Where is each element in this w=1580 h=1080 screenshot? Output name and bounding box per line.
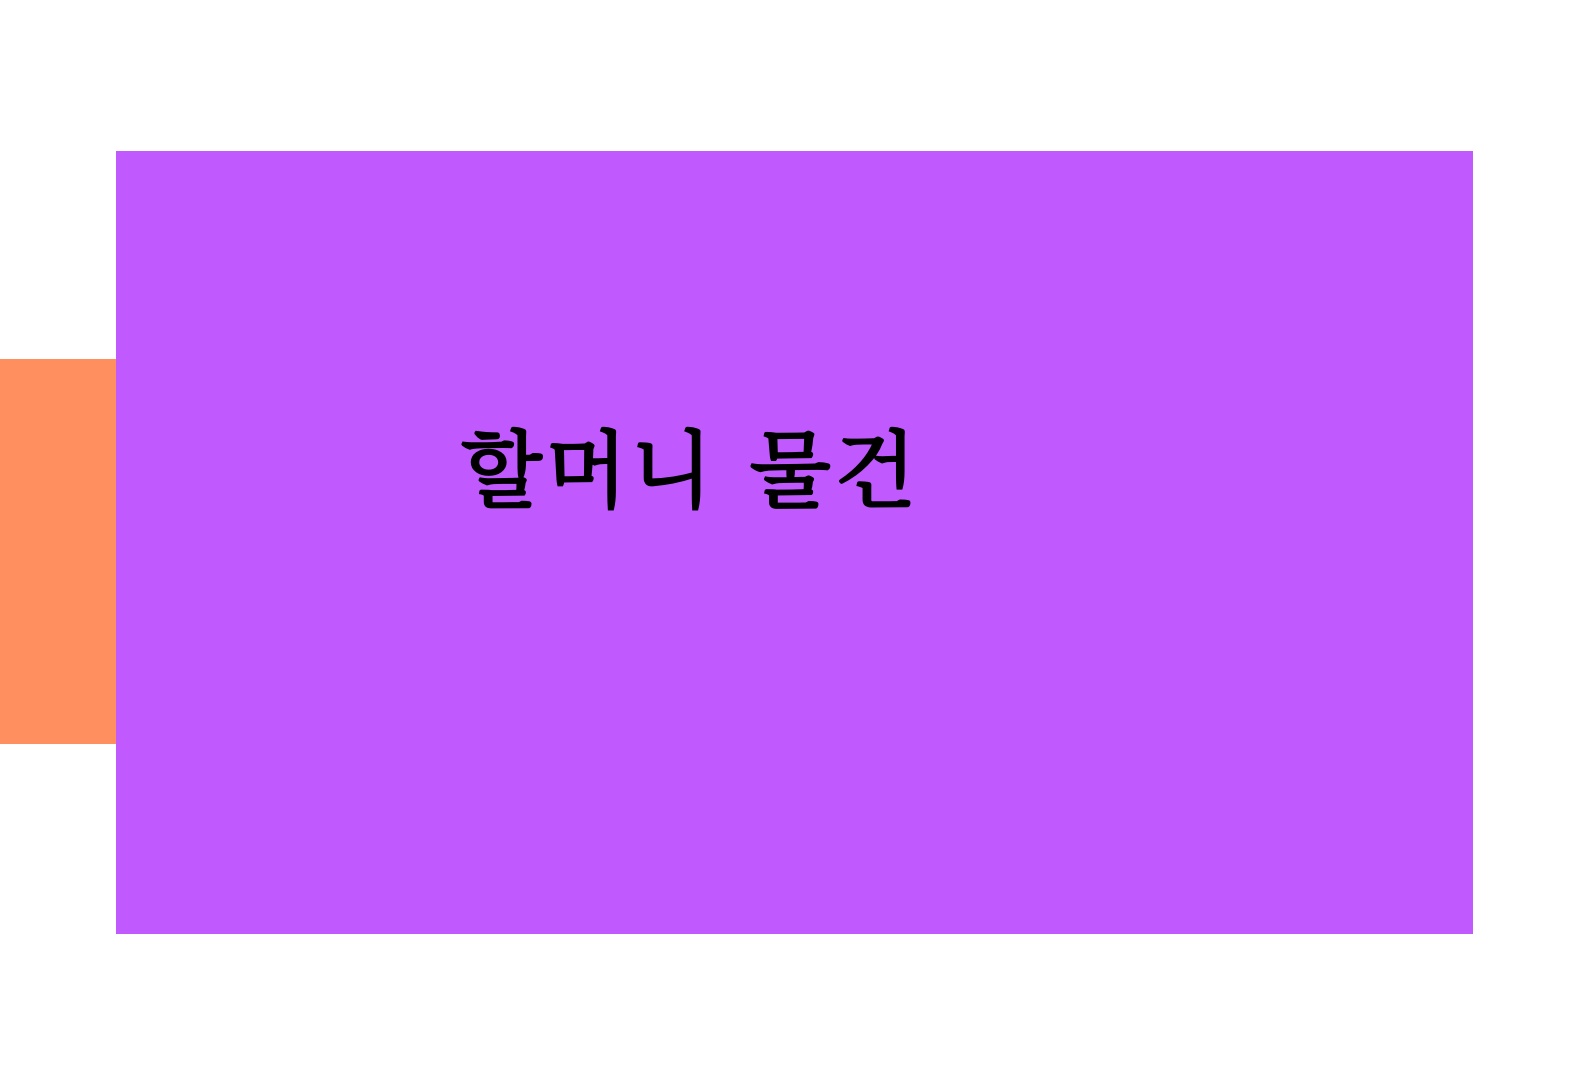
slide-title: 할머니 물건 [461,422,920,520]
purple-title-card [116,151,1473,934]
orange-accent-tab [0,359,116,744]
